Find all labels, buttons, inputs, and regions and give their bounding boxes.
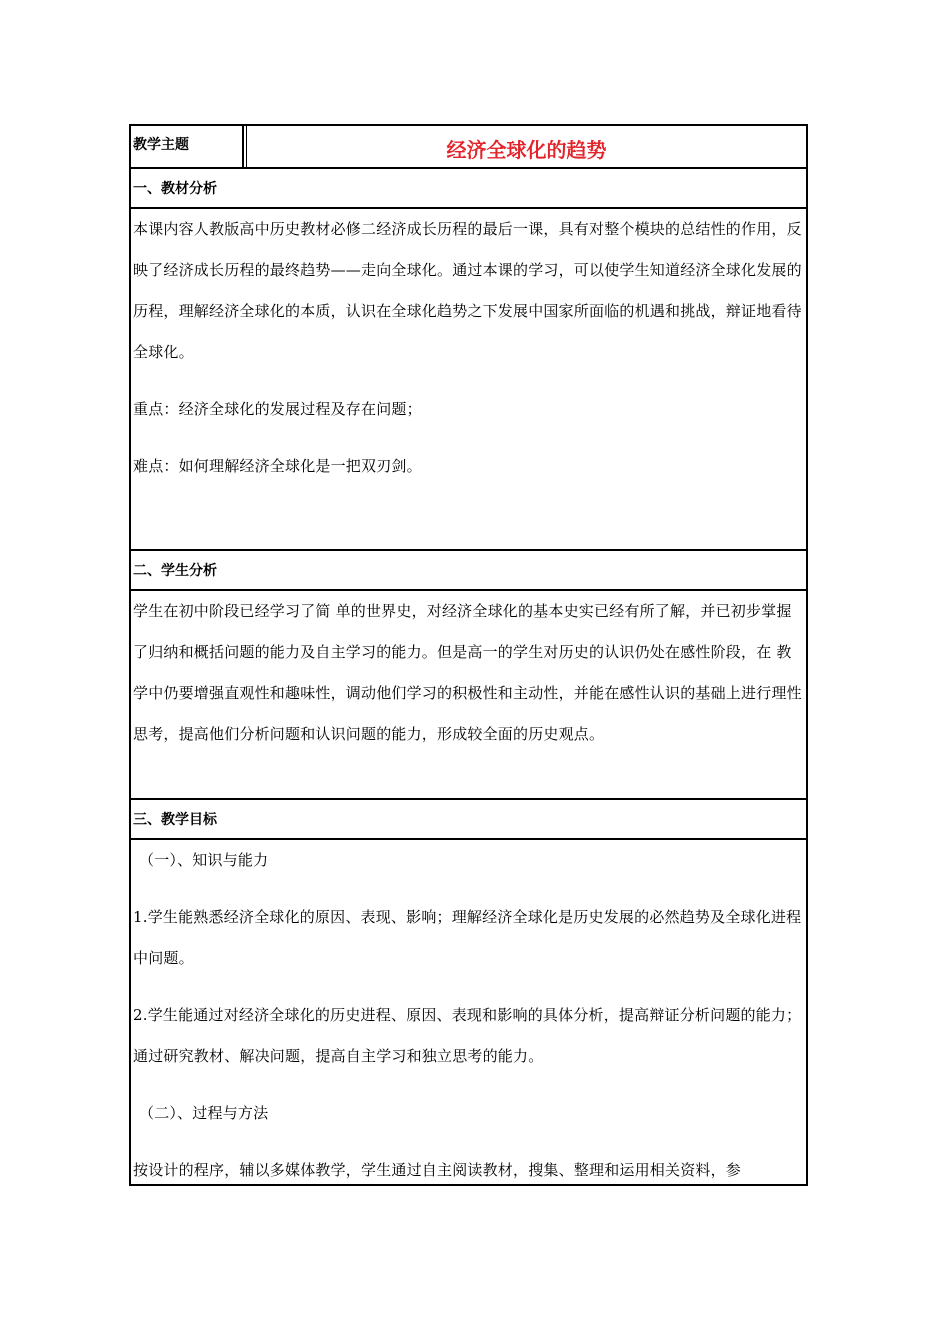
goal-item-2: 2.学生能通过对经济全球化的历史进程、原因、表现和影响的具体分析，提高辩证分析问题的能力；通过研究教材、解决问题，提高自主学习和独立思考的能力。 (133, 1006, 802, 1065)
section-heading-material-analysis: 一、教材分析 (131, 169, 806, 209)
subheading-knowledge-ability: （一）、知识与能力 (139, 851, 269, 869)
goal-item-1: 1.学生能熟悉经济全球化的原因、表现、影响；理解经济全球化是历史发展的必然趋势及全球化进程中问题。 (133, 908, 802, 967)
difficult-point: 难点：如何理解经济全球化是一把双刃剑。 (133, 457, 422, 475)
lesson-title: 经济全球化的趋势 (246, 126, 806, 167)
student-analysis-cell (131, 591, 806, 800)
student-analysis-paragraph: 学生在初中阶段已经学习了简 单的世界史，对经济全球化的基本史实已经有所了解，并已初步掌握了归纳和概括问题的能力及自主学习的能力。但是高一的学生对历史的认识仍处在感性阶段，在 教学中仍要增强直观性和趣味性，调动他们学习的积极性和主动性，并能在感性认识的基础上进行理性思考，提高他们分析问题和认识问题的能力，形成较全面的历史观点。 (133, 602, 802, 743)
teaching-goals-cell (131, 840, 806, 1184)
section-heading-teaching-goals: 三、教学目标 (131, 800, 806, 840)
material-analysis-paragraph: 本课内容人教版高中历史教材必修二经济成长历程的最后一课，具有对整个模块的总结性的作用，反映了经济成长历程的最终趋势——走向全球化。通过本课的学习，可以使学生知道经济全球化发展的历程，理解经济全球化的本质，认识在全球化趋势之下发展中国家所面临的机遇和挑战，辩证地看待全球化。 (133, 220, 802, 361)
topic-label: 教学主题 (131, 126, 244, 167)
section-heading-student-analysis: 二、学生分析 (131, 551, 806, 591)
goal-item-3: 按设计的程序，辅以多媒体教学，学生通过自主阅读教材，搜集、整理和运用相关资料，参 (133, 1161, 742, 1179)
subheading-process-method: （二）、过程与方法 (139, 1104, 269, 1122)
lesson-plan-table (129, 124, 808, 1186)
title-row (131, 126, 806, 169)
material-analysis-cell (131, 209, 806, 551)
key-point: 重点：经济全球化的发展过程及存在问题； (133, 400, 422, 418)
